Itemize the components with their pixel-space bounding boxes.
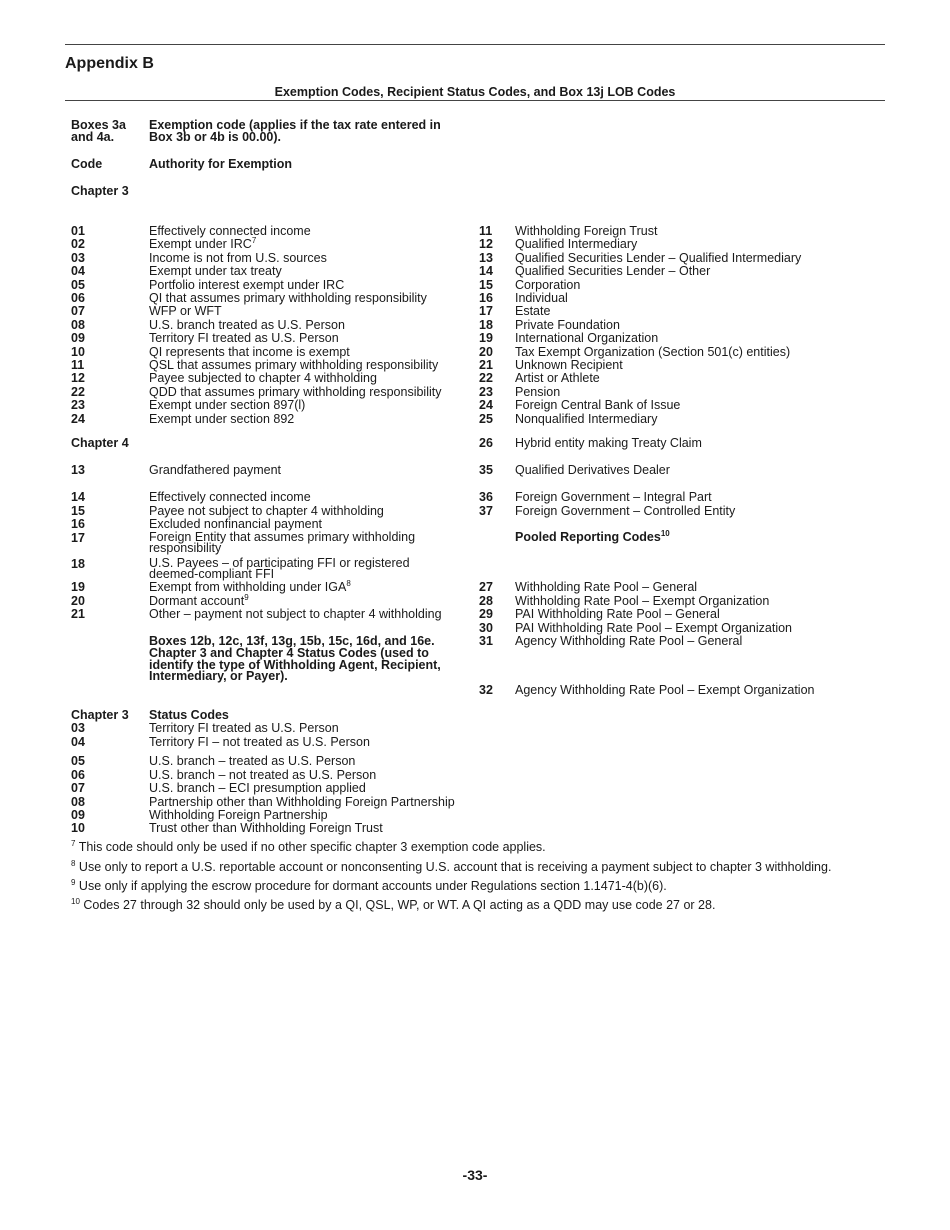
code-description: Trust other than Withholding Foreign Trust [149,821,383,835]
exemption-heading: Exemption code (applies if the tax rate entered in Box 3b or 4b is 00.00). [149,118,441,144]
code-number: 10 [71,344,85,359]
code-number: 17 [479,304,493,319]
code-description: International Organization [515,331,659,346]
code-label: Code [71,157,103,171]
footnote-number: 8 [71,859,76,868]
code-number: 11 [71,358,85,372]
code-number: 09 [71,331,85,346]
pooled-heading [515,531,670,544]
code-number: 15 [479,277,493,292]
code-description: Payee subjected to chapter 4 withholding [149,371,377,386]
footnote-text: Codes 27 through 32 should only be used by a QI, QSL, WP, or WT. A QI acting as a QDD may use code 27 or 28. [79,898,716,912]
code-number: 03 [71,721,85,735]
code-number: 18 [71,556,85,571]
code-number: 20 [71,594,85,608]
code-number: 23 [479,384,493,399]
top-rule [65,44,885,45]
code-number: 10 [71,821,85,835]
code-number: 21 [71,607,85,621]
code-number: 12 [479,237,493,252]
code-description: QSL that assumes primary withholding responsibility [149,358,439,372]
code-description: Individual [515,291,568,305]
footnote-number: 10 [71,897,80,906]
footnote-text: Use only to report a U.S. reportable account or nonconsenting U.S. account that is receiving a payment subject to chapter 3 withholding. [75,860,832,874]
code-number: 07 [71,781,85,795]
code-description: U.S. Payees – of participating FFI or registered deemed-compliant FFI [149,555,410,581]
code-number: 18 [479,317,493,332]
code-description: Unknown Recipient [515,358,623,372]
code-description: Dormant account$^9$ [149,593,249,608]
code-description: Excluded nonfinancial payment [149,517,323,531]
code-description: Exempt under IRC$^7$ [149,236,257,252]
code-number: 24 [479,398,493,413]
code-description: Territory FI – not treated as U.S. Person [149,735,370,749]
footnote-ref: 9 [244,593,249,602]
footnote-text: This code should only be used if no other specific chapter 3 exemption code applies. [75,840,546,854]
code-number: 08 [71,317,85,332]
code-number: 32 [479,683,493,697]
code-description: Portfolio interest exempt under IRC [149,277,345,292]
code-description: Withholding Foreign Partnership [149,808,328,822]
code-description: Income is not from U.S. sources [149,250,327,265]
code-number: 24 [71,411,85,426]
code-description: U.S. branch treated as U.S. Person [149,317,345,332]
footnote [71,899,715,912]
chapter4-label: Chapter 4 [71,436,129,450]
code-number: 02 [71,237,85,252]
code-description: Hybrid entity making Treaty Claim [515,436,702,450]
code-description: Private Foundation [515,317,620,332]
code-description: PAI Withholding Rate Pool – Exempt Organization [515,621,792,635]
code-description: Artist or Athlete [515,371,600,386]
code-number: 05 [71,754,85,768]
code-description: Qualified Securities Lender – Qualified Intermediary [515,250,802,265]
code-number: 19 [71,580,85,594]
code-description: Effectively connected income [149,490,311,504]
pooled-heading-sup: 10 [660,529,670,538]
code-number: 23 [71,398,85,413]
code-description: Exempt under tax treaty [149,264,282,279]
status-codes-label: Status Codes [149,708,229,722]
footnote [71,880,667,893]
code-number: 17 [71,530,85,545]
code-description: Agency Withholding Rate Pool – General [515,634,743,648]
code-description: Territory FI treated as U.S. Person [149,331,339,346]
code-description: Qualified Securities Lender – Other [515,264,711,279]
code-description: Exempt under section 892 [149,411,295,426]
code-number: 26 [479,436,493,450]
code-number: 04 [71,735,85,749]
footnote-number: 7 [71,839,76,848]
code-description: QI that assumes primary withholding responsibility [149,291,427,305]
footnote [71,841,546,854]
code-description: Exempt under section 897(l) [149,398,306,413]
code-description: Agency Withholding Rate Pool – Exempt Organization [515,683,815,697]
code-description: QDD that assumes primary withholding responsibility [149,384,442,399]
code-number: 08 [71,794,85,809]
page-number: -33- [462,1167,488,1183]
code-description: Pension [515,384,561,399]
code-number: 05 [71,277,85,292]
code-number: 04 [71,264,85,279]
code-number: 11 [479,224,493,238]
code-description: Withholding Rate Pool – General [515,580,698,594]
code-number: 06 [71,291,85,305]
code-number: 13 [71,463,85,477]
code-description: Other – payment not subject to chapter 4 withholding [149,607,442,621]
chapter3-label: Chapter 3 [71,184,129,198]
code-description: Estate [515,304,551,319]
footnote-ref: 8 [346,579,351,588]
code-description: QI represents that income is exempt [149,344,350,359]
code-number: 27 [479,580,493,594]
code-description: U.S. branch – treated as U.S. Person [149,754,356,768]
code-description: Qualified Derivatives Dealer [515,463,670,477]
authority-label: Authority for Exemption [149,157,293,171]
code-number: 14 [479,264,493,279]
code-description: Corporation [515,277,581,292]
code-number: 28 [479,594,493,608]
code-description: Payee not subject to chapter 4 withholding [149,503,384,518]
footnote-ref: 7 [251,236,257,246]
code-number: 21 [479,358,493,372]
boxes-label: Boxes 3a and 4a. [71,118,126,144]
code-number: 30 [479,621,493,635]
code-description: U.S. branch – not treated as U.S. Person [149,767,377,782]
code-description: Grandfathered payment [149,463,282,477]
code-number: 19 [479,331,493,346]
code-number: 09 [71,808,85,822]
code-description: Foreign Central Bank of Issue [515,398,681,413]
code-number: 13 [479,250,493,265]
code-number: 36 [479,490,493,504]
page-title: Appendix B [65,55,154,72]
pooled-heading-text: Pooled Reporting Codes [515,530,661,544]
footnote-number: 9 [71,878,76,887]
code-description: Foreign Entity that assumes primary withholding responsibility [149,529,416,555]
code-number: 20 [479,344,493,359]
code-number: 25 [479,411,493,426]
page-subtitle: Exemption Codes, Recipient Status Codes, and Box 13j LOB Codes [274,85,676,99]
code-description: WFP or WFT [149,304,222,319]
status-codes-heading: Boxes 12b, 12c, 13f, 13g, 15b, 15c, 16d, and 16e. Chapter 3 and Chapter 4 Status Codes (used to identify the type of Withholding Agent, Recipient, Intermediary, or Payer). [149,634,441,684]
code-description: Territory FI treated as U.S. Person [149,721,339,735]
code-description: Qualified Intermediary [515,237,638,252]
code-number: 01 [71,224,85,238]
footnote [71,861,831,874]
code-number: 07 [71,304,85,319]
code-number: 16 [479,291,493,305]
code-number: 06 [71,767,85,782]
code-description: Foreign Government – Integral Part [515,490,712,504]
code-description: Exempt from withholding under IGA$^8$ [149,579,351,594]
code-number: 14 [71,490,85,504]
code-number: 29 [479,607,493,621]
code-number: 15 [71,503,85,518]
code-description: Partnership other than Withholding Foreign Partnership [149,794,455,809]
code-number: 37 [479,503,493,518]
code-description: Withholding Rate Pool – Exempt Organization [515,594,770,608]
code-description: Withholding Foreign Trust [515,224,658,238]
code-number: 22 [71,384,85,399]
code-number: 22 [479,371,493,386]
code-number: 35 [479,463,493,477]
code-number: 16 [71,517,85,531]
code-description: Nonqualified Intermediary [515,411,658,426]
code-description: PAI Withholding Rate Pool – General [515,607,720,621]
status-chapter-label: Chapter 3 [71,708,129,722]
footnote-text: Use only if applying the escrow procedure for dormant accounts under Regulations section 1.1471-4(b)(6). [75,879,667,893]
code-number: 03 [71,250,85,265]
code-description: Effectively connected income [149,224,311,238]
code-description: Tax Exempt Organization (Section 501(c) entities) [515,344,791,359]
code-description: U.S. branch – ECI presumption applied [149,781,366,795]
code-description: Foreign Government – Controlled Entity [515,503,736,518]
code-number: 12 [71,371,85,386]
subtitle-rule [65,100,885,101]
code-number: 31 [479,634,493,648]
